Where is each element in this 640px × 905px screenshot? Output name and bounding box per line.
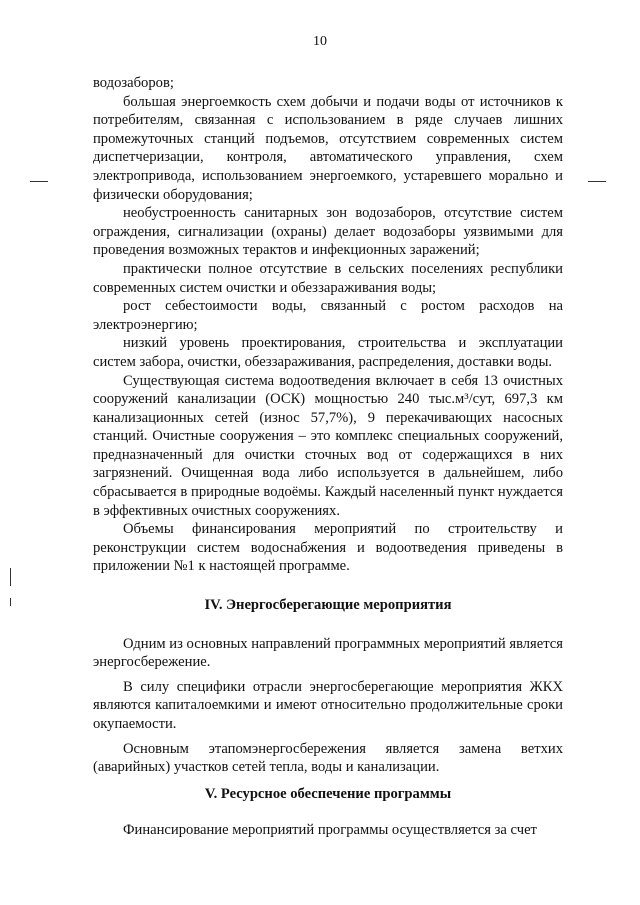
paragraph: низкий уровень проектирования, строительства и эксплуатации систем забора, очистки, обеззараживания, распределения, доставки воды.	[93, 335, 563, 370]
document-body	[93, 74, 563, 840]
margin-dash-left	[30, 181, 48, 182]
paragraph: Объемы финансирования мероприятий по строительству и реконструкции систем водоснабжения и водоотведения приведены в приложении №1 к настоящей программе.	[93, 521, 563, 575]
page-number: 10	[313, 34, 327, 49]
paragraph: практически полное отсутствие в сельских поселениях республики современных систем очистки и обеззараживания воды;	[93, 260, 563, 296]
margin-tick	[10, 598, 11, 606]
paragraph: необустроенность санитарных зон водозаборов, отсутствие систем ограждения, сигнализации (охраны) делает водозаборы уязвимыми для проведения возможных терактов и инфекционных заражений;	[93, 205, 563, 259]
paragraph: Существующая система водоотведения включает в себя 13 очистных сооружений канализации (ОСК) мощностью 240 тыс.м³/сут, 697,3 км канализационных сетей (износ 57,7%), 9 перекачивающих насосных станций. Очистные сооружения – это комплекс специальных сооружений, предназначенный для очистки сточных вод от содержащихся в них загрязнений. Очищенная вода либо используется в дальнейшем, либо сбрасывается в природные водоёмы. Каждый населенный пункт нуждается в эффективных очистных сооружениях.	[93, 372, 563, 519]
paragraph: большая энергоемкость схем добычи и подачи воды от источников к потребителям, связанная с использованием в ряде случаев лишних промежуточных станций подъемов, отсутствием современных систем диспетчеризации, контроля, автоматического управления, схем электропривода, использованием энергоемкого, устаревшего морально и физически оборудования;	[93, 93, 563, 203]
margin-tick	[10, 568, 11, 586]
paragraph: водозаборов;	[93, 75, 174, 91]
paragraph: Основным этапомэнергосбережения является замена ветхих (аварийных) участков сетей тепла, воды и канализации.	[93, 740, 563, 776]
section-heading: IV. Энергосберегающие мероприятия	[204, 597, 452, 614]
paragraph: Одним из основных направлений программных мероприятий является энергосбережение.	[93, 635, 563, 671]
section-heading: V. Ресурсное обеспечение программы	[204, 785, 452, 802]
paragraph: В силу специфики отрасли энергосберегающие мероприятия ЖКХ являются капиталоемкими и имеют относительно продолжительные сроки окупаемости.	[93, 678, 563, 732]
margin-dash-right	[588, 181, 606, 182]
paragraph: Финансирование мероприятий программы осуществляется за счет	[123, 822, 537, 839]
paragraph: рост себестоимости воды, связанный с ростом расходов на электроэнергию;	[93, 298, 563, 333]
